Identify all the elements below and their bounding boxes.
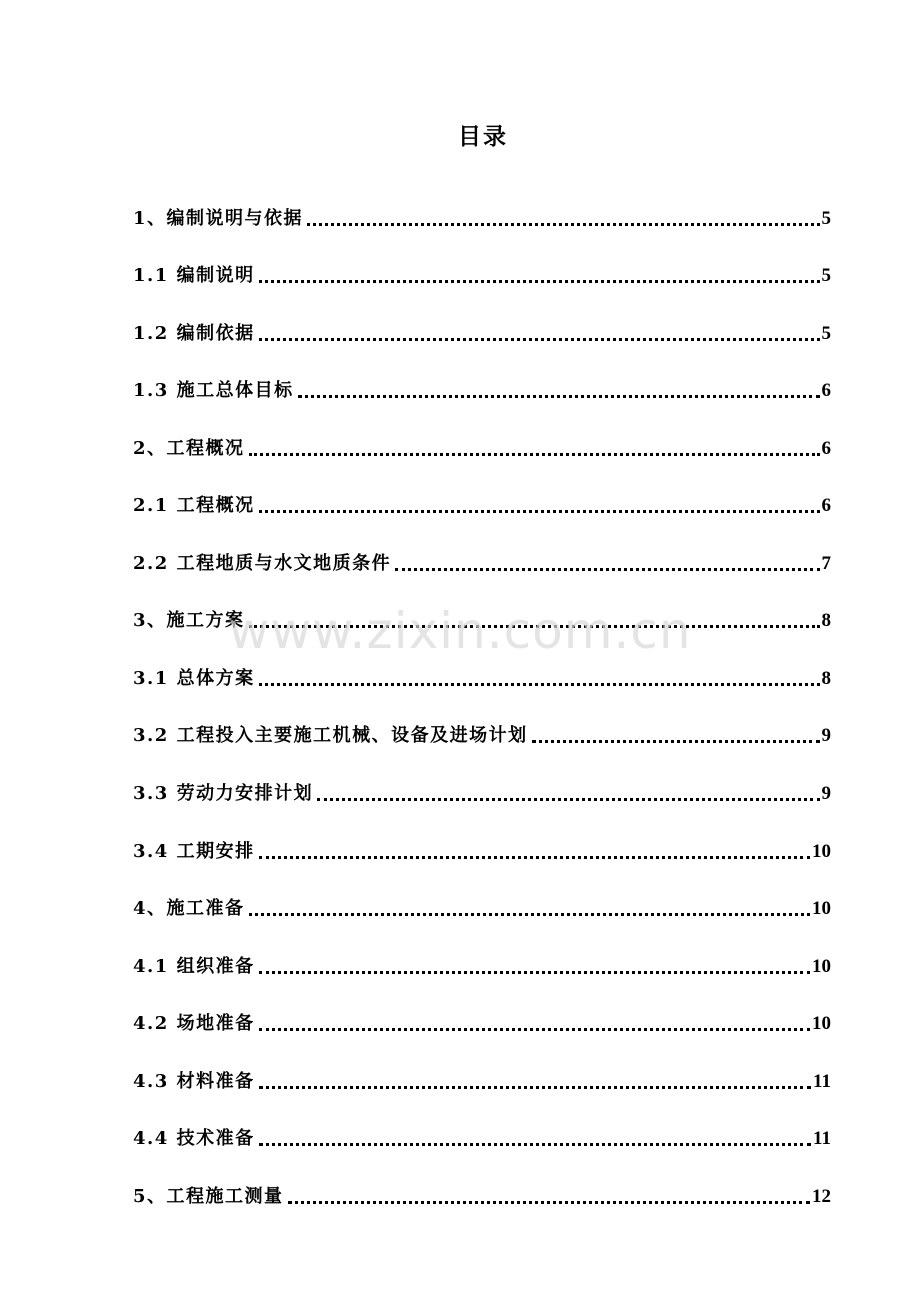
toc-entry-label: 4.2 场地准备 xyxy=(133,1013,255,1035)
toc-entry-page: 5 xyxy=(821,265,831,287)
toc-entry-label: 3.4 工期安排 xyxy=(133,840,255,862)
toc-entry[interactable] xyxy=(133,922,831,980)
toc-entry-label: 4、施工准备 xyxy=(133,898,245,920)
toc-entry-page: 12 xyxy=(812,1185,831,1207)
toc-leader-dots xyxy=(249,625,820,628)
toc-entry[interactable] xyxy=(133,807,831,865)
toc-leader-dots xyxy=(259,683,820,686)
toc-entry-label: 3.1 总体方案 xyxy=(133,667,255,689)
watermark-text: www.zixin.com.cn xyxy=(228,602,692,660)
toc-leader-dots xyxy=(259,856,810,859)
toc-entry-label: 1.2 编制依据 xyxy=(133,322,255,344)
toc-entry[interactable] xyxy=(133,174,831,232)
toc-entry[interactable] xyxy=(133,404,831,462)
toc-entry-label: 3.2 工程投入主要施工机械、设备及进场计划 xyxy=(133,725,528,747)
toc-entry-page: 6 xyxy=(821,495,831,517)
table-of-contents xyxy=(133,174,831,1210)
toc-entry[interactable] xyxy=(133,865,831,923)
toc-leader-dots xyxy=(532,740,820,743)
toc-leader-dots xyxy=(298,395,820,398)
toc-entry[interactable] xyxy=(133,1095,831,1153)
toc-entry-page: 5 xyxy=(821,322,831,344)
toc-entry-page: 8 xyxy=(821,667,831,689)
toc-entry-page: 10 xyxy=(812,898,831,920)
toc-entry[interactable] xyxy=(133,1152,831,1210)
toc-entry-label: 2、工程概况 xyxy=(133,437,245,459)
toc-entry[interactable] xyxy=(133,462,831,520)
toc-entry[interactable] xyxy=(133,1037,831,1095)
toc-leader-dots xyxy=(249,453,820,456)
toc-leader-dots xyxy=(259,1086,811,1089)
toc-entry-label: 2.2 工程地质与水文地质条件 xyxy=(133,552,392,574)
toc-leader-dots xyxy=(259,971,810,974)
toc-entry-label: 1.3 施工总体目标 xyxy=(133,380,294,402)
toc-entry[interactable] xyxy=(133,519,831,577)
toc-entry-page: 11 xyxy=(813,1070,831,1092)
toc-entry-page: 5 xyxy=(821,207,831,229)
toc-entry-page: 11 xyxy=(813,1128,831,1150)
toc-entry-page: 9 xyxy=(821,725,831,747)
toc-entry-label: 5、工程施工测量 xyxy=(133,1185,284,1207)
toc-leader-dots xyxy=(259,280,820,283)
toc-entry-page: 9 xyxy=(821,783,831,805)
toc-entry-page: 6 xyxy=(821,437,831,459)
toc-entry-page: 6 xyxy=(821,380,831,402)
toc-entry-label: 3.3 劳动力安排计划 xyxy=(133,783,314,805)
toc-leader-dots xyxy=(307,223,819,226)
toc-entry-label: 4.3 材料准备 xyxy=(133,1070,255,1092)
toc-entry-label: 1.1 编制说明 xyxy=(133,265,255,287)
toc-entry-label: 4.4 技术准备 xyxy=(133,1128,255,1150)
toc-entry-page: 10 xyxy=(812,840,831,862)
toc-entry-label: 1、编制说明与依据 xyxy=(133,207,304,229)
toc-entry-page: 10 xyxy=(812,1013,831,1035)
toc-entry[interactable] xyxy=(133,347,831,405)
toc-leader-dots xyxy=(259,510,820,513)
toc-leader-dots xyxy=(249,913,810,916)
toc-entry[interactable] xyxy=(133,289,831,347)
toc-leader-dots xyxy=(317,798,819,801)
toc-entry-page: 8 xyxy=(821,610,831,632)
toc-entry-label: 2.1 工程概况 xyxy=(133,495,255,517)
toc-entry[interactable] xyxy=(133,577,831,635)
toc-leader-dots xyxy=(259,338,820,341)
toc-entry-label: 4.1 组织准备 xyxy=(133,955,255,977)
toc-entry-label: 3、施工方案 xyxy=(133,610,245,632)
toc-entry[interactable] xyxy=(133,634,831,692)
toc-entry[interactable] xyxy=(133,692,831,750)
toc-entry-page: 7 xyxy=(821,552,831,574)
toc-leader-dots xyxy=(259,1143,811,1146)
toc-entry[interactable] xyxy=(133,980,831,1038)
toc-leader-dots xyxy=(288,1201,810,1204)
toc-leader-dots xyxy=(395,568,819,571)
toc-entry[interactable] xyxy=(133,232,831,290)
toc-title: 目录 xyxy=(458,123,508,150)
toc-entry-page: 10 xyxy=(812,955,831,977)
toc-entry[interactable] xyxy=(133,749,831,807)
toc-leader-dots xyxy=(259,1028,810,1031)
